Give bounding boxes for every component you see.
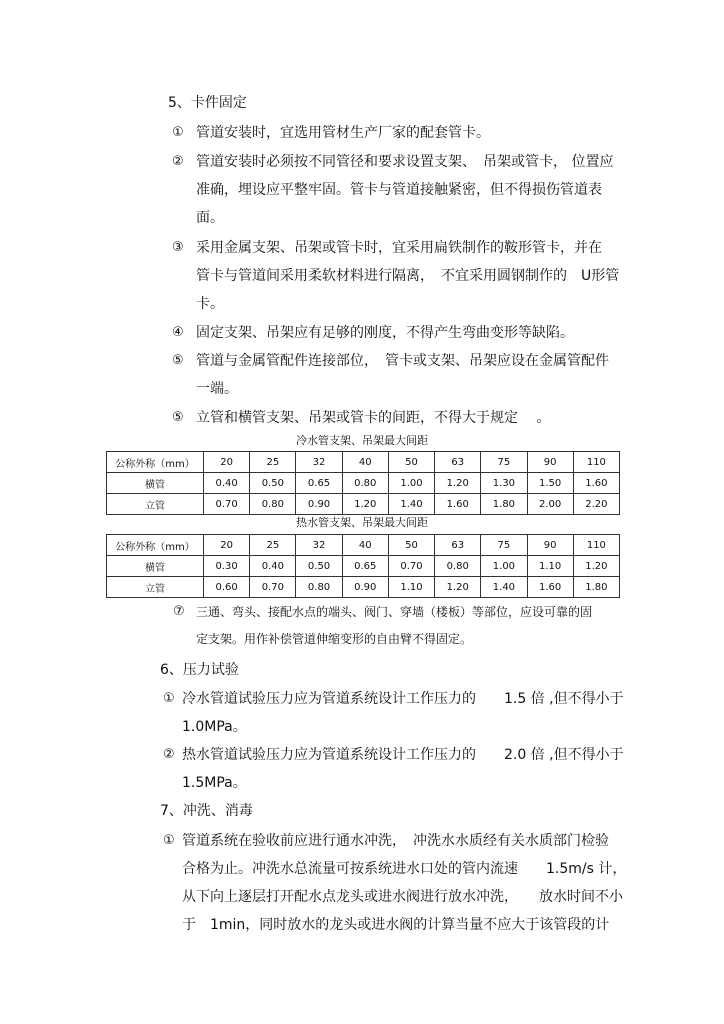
table-header-row <box>107 452 620 473</box>
table-cell: 50 <box>388 535 434 556</box>
table-row <box>107 473 620 494</box>
table-cell: 110 <box>573 535 619 556</box>
table-cell: 横管 <box>107 473 204 494</box>
table-cell: 32 <box>296 535 342 556</box>
table-cell: 90 <box>527 535 573 556</box>
section-7-title: 7、冲洗、消毒 <box>160 803 253 819</box>
table-cell: 1.80 <box>481 494 527 515</box>
table-cell: 0.80 <box>435 556 481 577</box>
paragraph-line: 固定支架、吊架应有足够的刚度，不得产生弯曲变形等缺陷。 <box>196 325 574 341</box>
table-cell: 0.50 <box>250 473 296 494</box>
paragraph-line: 三通、弯头、接配水点的端头、阀门、穿墙（楼板）等部位，应设可靠的固 <box>196 605 593 619</box>
item-number: ① <box>163 691 175 706</box>
table-cell: 横管 <box>107 556 204 577</box>
table-cell: 1.40 <box>388 494 434 515</box>
paragraph-line: 冷水管道试验压力应为管道系统设计工作压力的 1.5 倍 ,但不得小于 <box>182 691 624 707</box>
item-number: ② <box>172 154 184 169</box>
table-cell: 立管 <box>107 494 204 515</box>
item-number: ③ <box>172 240 184 255</box>
item-number: ① <box>163 833 175 848</box>
paragraph-line: 于 1min，同时放水的龙头或进水阀的计算当量不应大于该管段的计 <box>182 917 610 933</box>
table-cell: 32 <box>296 452 342 473</box>
table-cell: 0.70 <box>204 494 250 515</box>
section-6-title: 6、压力试验 <box>160 662 239 678</box>
table-cell: 20 <box>204 452 250 473</box>
paragraph-line: 管道系统在验收前应进行通水冲洗， 冲洗水水质经有关水质部门检验 <box>182 833 609 849</box>
item-number: ④ <box>172 325 184 340</box>
cold-water-spacing-table <box>106 451 620 515</box>
table-cell: 0.70 <box>250 577 296 598</box>
table-cell: 90 <box>527 452 573 473</box>
table-cell: 1.40 <box>481 577 527 598</box>
table-cell: 0.70 <box>388 556 434 577</box>
item-number: ⑤ <box>172 410 184 425</box>
table-cell: 1.50 <box>527 473 573 494</box>
table-cell: 40 <box>342 535 388 556</box>
table-cell: 1.60 <box>435 494 481 515</box>
paragraph-line: 管道安装时，宜选用管材生产厂家的配套管卡。 <box>196 125 490 141</box>
table-cell: 0.30 <box>204 556 250 577</box>
table-cell: 公称外称（mm） <box>107 535 204 556</box>
table-cell: 75 <box>481 452 527 473</box>
table-cell: 1.60 <box>527 577 573 598</box>
table-cell: 25 <box>250 535 296 556</box>
table-cell: 0.60 <box>204 577 250 598</box>
table-cell: 1.60 <box>573 473 619 494</box>
table-cell: 110 <box>573 452 619 473</box>
table-cell: 1.20 <box>342 494 388 515</box>
paragraph-line: 采用金属支架、吊架或管卡时，宜采用扁铁制作的鞍形管卡，并在 <box>196 240 602 256</box>
hot-water-spacing-table <box>106 534 620 598</box>
item-number: ⑦ <box>173 604 185 619</box>
table-cell: 50 <box>388 452 434 473</box>
table-cell: 2.20 <box>573 494 619 515</box>
table-row <box>107 577 620 598</box>
table-cell: 1.00 <box>481 556 527 577</box>
paragraph-line: 一端。 <box>196 381 238 397</box>
paragraph-line: 1.5MPa。 <box>182 775 247 791</box>
paragraph-line: 卡。 <box>196 296 224 312</box>
paragraph-line: 热水管道试验压力应为管道系统设计工作压力的 2.0 倍 ,但不得小于 <box>182 747 624 763</box>
paragraph-line: 面。 <box>196 210 224 226</box>
paragraph-line: 准确，埋设应平整牢固。管卡与管道接触紧密，但不得损伤管道表 <box>196 182 602 198</box>
paragraph-line: 合格为止。冲洗水总流量可按系统进水口处的管内流速 1.5m/s 计， <box>182 861 627 877</box>
table-cell: 1.00 <box>388 473 434 494</box>
table-cell: 0.40 <box>204 473 250 494</box>
table-cell: 0.90 <box>342 577 388 598</box>
item-number: ② <box>163 747 175 762</box>
paragraph-line: 1.0MPa。 <box>182 719 247 735</box>
table-header-row <box>107 535 620 556</box>
table-cell: 0.80 <box>342 473 388 494</box>
table-cell: 1.20 <box>435 577 481 598</box>
paragraph-line: 管道安装时必须按不同管径和要求设置支架、 吊架或管卡， 位置应 <box>196 154 614 170</box>
paragraph-line: 管道与金属管配件连接部位， 管卡或支架、吊架应设在金属管配件 <box>196 353 609 369</box>
table-cell: 0.50 <box>296 556 342 577</box>
table-caption-hot: 热水管支架、吊架最大间距 <box>296 516 428 529</box>
table-cell: 63 <box>435 535 481 556</box>
paragraph-line: 定支架。用作补偿管道伸缩变形的自由臂不得固定。 <box>196 632 473 646</box>
section-5-title: 5、卡件固定 <box>168 95 247 111</box>
table-caption-cold: 冷水管支架、吊架最大间距 <box>296 434 428 447</box>
table-cell: 1.20 <box>435 473 481 494</box>
table-cell: 75 <box>481 535 527 556</box>
item-number: ⑤ <box>172 353 184 368</box>
table-cell: 1.20 <box>573 556 619 577</box>
paragraph-line: 立管和横管支架、吊架或管卡的间距，不得大于规定 。 <box>196 410 551 426</box>
table-cell: 1.10 <box>388 577 434 598</box>
table-cell: 25 <box>250 452 296 473</box>
table-cell: 1.30 <box>481 473 527 494</box>
table-row <box>107 494 620 515</box>
table-cell: 63 <box>435 452 481 473</box>
table-cell: 20 <box>204 535 250 556</box>
table-cell: 2.00 <box>527 494 573 515</box>
table-cell: 0.90 <box>296 494 342 515</box>
table-cell: 1.10 <box>527 556 573 577</box>
paragraph-line: 从下向上逐层打开配水点龙头或进水阀进行放水冲洗， 放水时间不小 <box>182 889 623 905</box>
table-cell: 0.80 <box>296 577 342 598</box>
table-cell: 0.40 <box>250 556 296 577</box>
paragraph-line: 管卡与管道间采用柔软材料进行隔离， 不宜采用圆钢制作的 U形管 <box>196 268 620 284</box>
table-cell: 40 <box>342 452 388 473</box>
table-cell: 立管 <box>107 577 204 598</box>
table-row <box>107 556 620 577</box>
table-cell: 1.80 <box>573 577 619 598</box>
table-cell: 公称外称（mm） <box>107 452 204 473</box>
table-cell: 0.65 <box>342 556 388 577</box>
item-number: ① <box>172 125 184 140</box>
table-cell: 0.80 <box>250 494 296 515</box>
table-cell: 0.65 <box>296 473 342 494</box>
